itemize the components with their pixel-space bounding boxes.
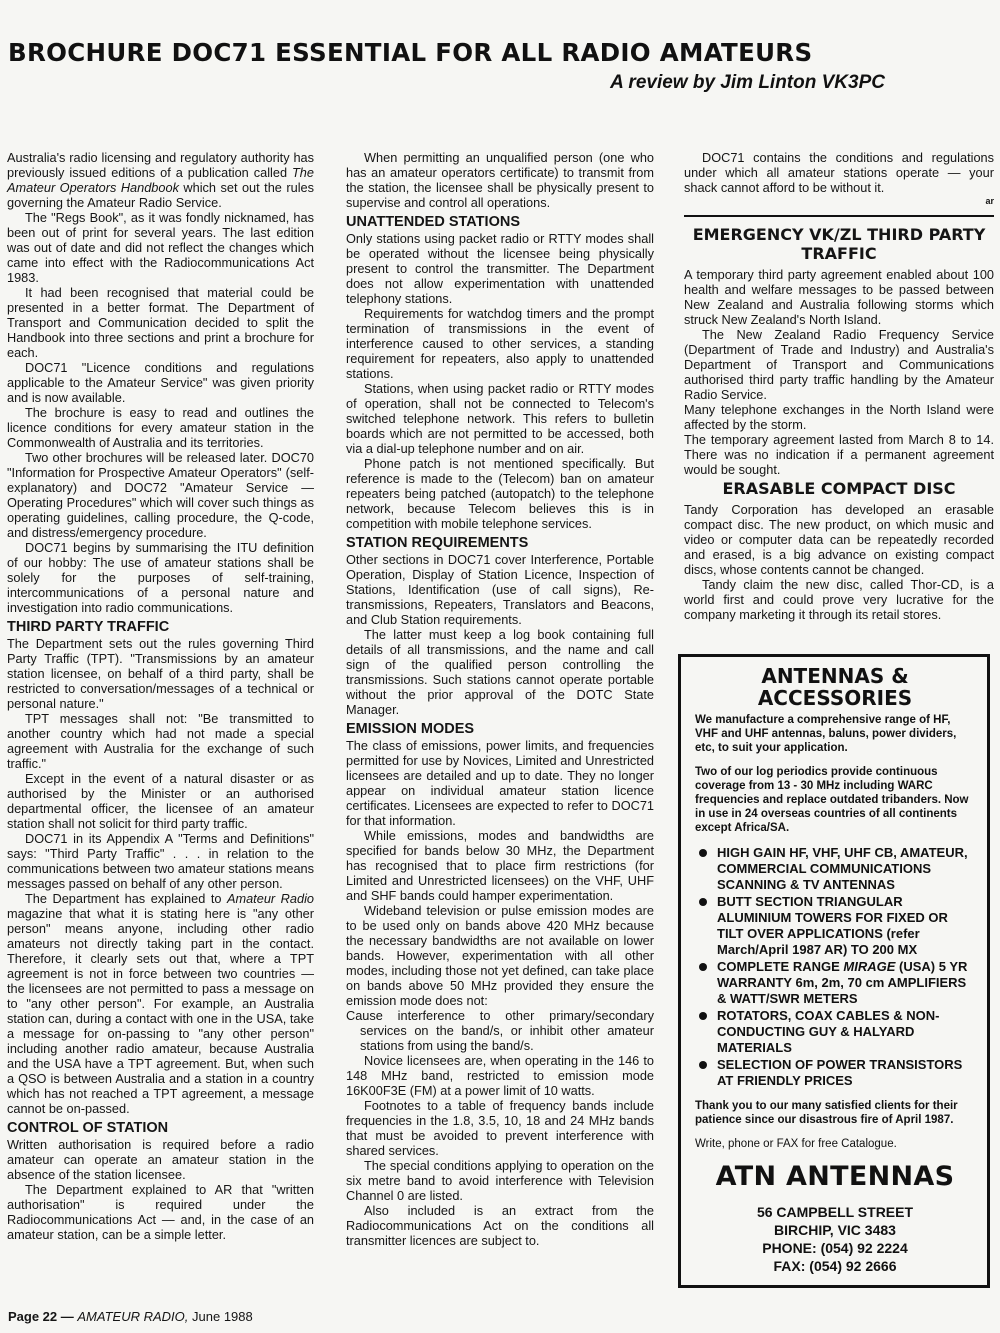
section-heading: EMERGENCY VK/ZL THIRD PARTY TRAFFIC	[692, 225, 986, 263]
ad-brand: ATN ANTENNAS	[715, 1161, 955, 1192]
section-heading: STATION REQUIREMENTS	[346, 535, 529, 551]
bullet-icon	[699, 1012, 707, 1020]
column-3	[684, 150, 994, 622]
paragraph: DOC71 begins by summarising the ITU definition of our hobby: The use of amateur stations shall be solely for the purposes of self-training, intercommunications of a personal nature and investigation into radio communications.	[7, 540, 314, 615]
paragraph: The Department sets out the rules governing Third Party Traffic (TPT). "Transmissions by an amateur station licensee, on behalf of a third party, shall be restricted to conversation/messages of a technical or personal nature."	[7, 636, 314, 711]
paragraph: Phone patch is not mentioned specifically. But reference is made to the (Telecom) ban on amateur repeaters being patched (autopatch) to the telephone network, because Telecom believes this is in competition with mobile telephone services.	[346, 456, 654, 531]
paragraph: DOC71 contains the conditions and regulations under which all amateur stations operate — your shack cannot afford to be without it.	[684, 150, 994, 195]
paragraph: Except in the event of a natural disaster or as authorised by the Minister or an authorised departmental officer, the licensee of an amateur station shall not solicit for third party traffic.	[7, 771, 314, 831]
bullet-icon	[699, 898, 707, 906]
ad-bullet: COMPLETE RANGE MIRAGE (USA) 5 YR WARRANTY 6m, 2m, 70 cm AMPLIFIERS & WATT/SWR METERS	[695, 959, 975, 1007]
bullet-icon	[699, 1061, 707, 1069]
bullet-icon	[699, 963, 707, 971]
ad-bullet: BUTT SECTION TRIANGULAR ALUMINIUM TOWERS FOR FIXED OR TILT OVER APPLICATIONS (refer March/April 1987 AR) TO 200 MX	[695, 894, 975, 958]
ad-bullet: ROTATORS, COAX CABLES & NON-CONDUCTING GUY & HALYARD MATERIALS	[695, 1008, 975, 1056]
column-1	[7, 150, 314, 1242]
section-heading: UNATTENDED STATIONS	[346, 214, 520, 230]
paragraph: Requirements for watchdog timers and the prompt termination of transmissions in the event of interference caused to other services, a standing requirement for repeaters, also apply to unattended stations.	[346, 306, 654, 381]
ad-bullet-list	[695, 845, 975, 1089]
paragraph: The class of emissions, power limits, and frequencies permitted for use by Novices, Limited and Unrestricted licensees are detailed and up to date. They no longer appear on individual amateur station licence certificates. Licensees are expected to refer to DOC71 for that information.	[346, 738, 654, 828]
paragraph: TPT messages shall not: "Be transmitted to another country which had not made a special agreement with Australia for the exchange of such traffic."	[7, 711, 314, 771]
byline: A review by Jim Linton VK3PC	[610, 72, 885, 93]
paragraph: Two other brochures will be released later. DOC70 "Information for Prospective Amateur Operators" (self-explanatory) and DOC72 "Amateur Service — Operating Procedures" which will cover such things as operating guidelines, calling procedure, the Q-code, and distress/emergency procedure.	[7, 450, 314, 540]
end-sign: ar	[985, 196, 994, 206]
paragraph: The "Regs Book", as it was fondly nicknamed, has been out of print for several years. The last edition was out of date and did not reflect the changes which came into effect with the Radiocommunications Act 1983.	[7, 210, 314, 285]
paragraph: Stations, when using packet radio or RTTY modes of operation, shall not be connected to Telecom's switched telephone network. This refers to bulletin boards which are not permitted to be accessed, both via a dial-up telephone number and on air.	[346, 381, 654, 456]
paragraph: DOC71 in its Appendix A "Terms and Definitions" says: "Third Party Traffic" . . . in relation to the communications between two amateur stations means messages passed on behalf of any other person.	[7, 831, 314, 891]
ad-phone: PHONE: (054) 92 2224	[762, 1240, 908, 1256]
ad-intro: We manufacture a comprehensive range of HF, VHF and UHF antennas, baluns, power dividers, etc, to suit your application.	[695, 714, 957, 754]
paragraph: The latter must keep a log book containing full details of all transmissions, and the name and call sign of the qualified person controlling the transmissions. Such stations cannot operate portable without the prior approval of the DOTC State Manager.	[346, 627, 654, 717]
ad-write: Write, phone or FAX for free Catalogue.	[695, 1138, 897, 1150]
paragraph: Written authorisation is required before a radio amateur can operate an amateur station in the absence of the station licensee.	[7, 1137, 314, 1182]
paragraph: While emissions, modes and bandwidths are specified for bands below 30 MHz, the Department has recognised that to place firm restrictions (for Limited and Unrestricted licensees) on the VHF, UHF and SHF bands could hamper experimentation.	[346, 828, 654, 903]
paragraph: Only stations using packet radio or RTTY modes shall be operated without the licensee being physically present to control the transmitter. The Department does not allow experimentation with unattended telephony stations.	[346, 231, 654, 306]
paragraph: Wideband television or pulse emission modes are to be used only on bands above 420 MHz because the necessary bandwidths are not available on lower bands. However, experimentation with all other modes, including those not yet defined, can take place on bands above 50 MHz provided they ensure the emission mode does not:	[346, 903, 654, 1008]
paragraph: It had been recognised that material could be presented in a better format. The Department of Transport and Communication decided to split the Handbook into three sections and print a brochure for each.	[7, 285, 314, 360]
paragraph: A temporary third party agreement enabled about 100 health and welfare messages to be passed between New Zealand and Australia following storms which struck New Zealand's North Island.	[684, 267, 994, 327]
ad-thanks: Thank you to our many satisfied clients for their patience since our disastrous fire of April 1987.	[695, 1100, 958, 1126]
paragraph: Also included is an extract from the Radiocommunications Act on the conditions all transmitter licences are subject to.	[346, 1203, 654, 1248]
paragraph: The Department explained to AR that "written authorisation" is required under the Radiocommunications Act — and, in the case of an amateur station, can be a simple letter.	[7, 1182, 314, 1242]
paragraph: Novice licensees are, when operating in the 146 to 148 MHz band, restricted to emission mode 16K00F3E (FM) at a power limit of 10 watts.	[346, 1053, 654, 1098]
ad-intro-2: Two of our log periodics provide continuous coverage from 13 - 30 MHz including WARC frequencies and replace outdated tribanders. Now in use in 24 overseas countries of all continents except Africa/SA.	[695, 766, 969, 834]
ad-town: BIRCHIP, VIC 3483	[774, 1222, 896, 1238]
bullet-icon	[699, 849, 707, 857]
section-heading: ERASABLE COMPACT DISC	[722, 479, 956, 498]
paragraph: Many telephone exchanges in the North Island were affected by the storm.	[684, 402, 994, 432]
section-heading: THIRD PARTY TRAFFIC	[7, 619, 170, 635]
divider	[684, 215, 994, 217]
paragraph: The special conditions applying to operation on the six metre band to avoid interference with Television Channel 0 are listed.	[346, 1158, 654, 1203]
section-heading: EMISSION MODES	[346, 721, 475, 737]
advertisement	[678, 654, 990, 1288]
paragraph: Cause interference to other primary/secondary services on the band/s, or inhibit other amateur stations from using the band/s.	[346, 1008, 654, 1053]
paragraph: The Department has explained to Amateur Radio magazine that what it is stating here is "any other person" means anyone, including other radio amateurs not directly taking part in the contact. Therefore, it clearly sets out that, where a TPT agreement is not in force between two countries — the licensees are not permitted to pass a message on to "any other person". For example, an Australia station can, during a contact with one in the USA, take a message for on-passing to "any other person" including another radio amateur, because Australia and the USA have a TPT agreement. But, when such a QSO is between Australia and a station in a country which has not reached a TPT agreement, a message cannot be on-passed.	[7, 891, 314, 1116]
ad-title: ANTENNAS & ACCESSORIES	[757, 664, 913, 710]
paragraph: The brochure is easy to read and outlines the licence conditions for every amateur station in the Commonwealth of Australia and its territories.	[7, 405, 314, 450]
ad-bullet: SELECTION OF POWER TRANSISTORS AT FRIENDLY PRICES	[695, 1057, 975, 1089]
headline: BROCHURE DOC71 ESSENTIAL FOR ALL RADIO AMATEURS	[8, 38, 813, 67]
paragraph: Tandy Corporation has developed an erasable compact disc. The new product, on which music and video or computer data can be repeatedly recorded and erased, is a big advance on existing compact discs, whose contents cannot be changed.	[684, 502, 994, 577]
paragraph: Australia's radio licensing and regulatory authority has previously issued editions of a publication called The Amateur Operators Handbook which set out the rules governing the Amateur Radio Service.	[7, 150, 314, 210]
paragraph: When permitting an unqualified person (one who has an amateur operators certificate) to transmit from the station, the licensee shall be physically present to supervise and control all operations.	[346, 150, 654, 210]
paragraph: Footnotes to a table of frequency bands include frequencies in the 1.8, 3.5, 10, 18 and 24 MHz bands that must be avoided to prevent interference with shared services.	[346, 1098, 654, 1158]
column-2	[346, 150, 654, 1248]
paragraph: Tandy claim the new disc, called Thor-CD, is a world first and could prove very lucrative for the company marketing it through its retail stores.	[684, 577, 994, 622]
page-footer: Page 22 — AMATEUR RADIO, June 1988	[8, 1309, 253, 1324]
paragraph: DOC71 "Licence conditions and regulations applicable to the Amateur Service" was given priority and is now available.	[7, 360, 314, 405]
ad-street: 56 CAMPBELL STREET	[756, 1204, 914, 1220]
section-heading: CONTROL OF STATION	[7, 1120, 169, 1136]
paragraph: The New Zealand Radio Frequency Service (Department of Trade and Industry) and Australia's Department of Transport and Communications authorised third party traffic handling by the Amateur Radio Service.	[684, 327, 994, 402]
paragraph: Other sections in DOC71 cover Interference, Portable Operation, Display of Station Licence, Inspection of Stations, Identification (use of call signs), Re-transmissions, Repeaters, Translators and Beacons, and Club Station requirements.	[346, 552, 654, 627]
ad-bullet: HIGH GAIN HF, VHF, UHF CB, AMATEUR, COMMERCIAL COMMUNICATIONS SCANNING & TV ANTENNAS	[695, 845, 975, 893]
ad-fax: FAX: (054) 92 2666	[773, 1258, 897, 1274]
paragraph: The temporary agreement lasted from March 8 to 14. There was no indication if a permanent agreement would be sought.	[684, 432, 994, 477]
